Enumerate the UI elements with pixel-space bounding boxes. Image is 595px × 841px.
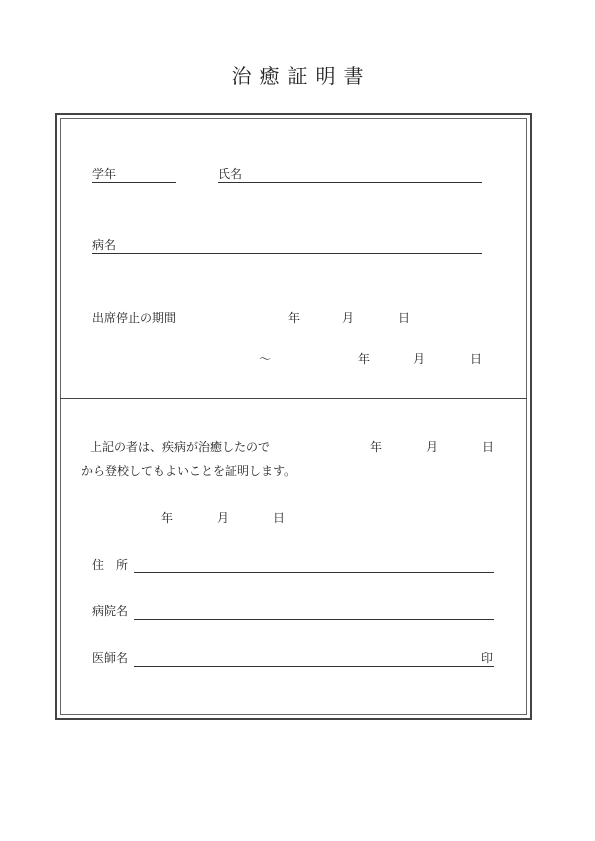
return-date-month: 月 [426, 440, 439, 454]
issue-date-year: 年 [161, 511, 174, 525]
name-field-line[interactable] [218, 182, 482, 183]
disease-label: 病名 [92, 238, 117, 252]
return-date-day: 日 [482, 440, 495, 454]
section-divider [60, 398, 527, 399]
absence-start-day: 日 [398, 311, 411, 325]
absence-end-year: 年 [358, 352, 371, 366]
document-title: 治癒証明書 [231, 64, 372, 88]
disease-field-line[interactable] [92, 253, 482, 254]
seal-mark: 印 [481, 651, 494, 665]
absence-range-tilde: ～ [259, 352, 272, 366]
grade-field-line[interactable] [92, 182, 176, 183]
absence-end-day: 日 [470, 352, 483, 366]
issue-date-month: 月 [217, 511, 230, 525]
doctor-name-label: 医師名 [92, 651, 129, 665]
address-label: 住 所 [92, 558, 129, 572]
issue-date-day: 日 [273, 511, 286, 525]
absence-end-month: 月 [413, 352, 426, 366]
certification-line-2: から登校してもよいことを証明します。 [81, 464, 297, 478]
doctor-name-field-line[interactable] [134, 666, 494, 667]
hospital-name-field-line[interactable] [134, 619, 494, 620]
absence-start-month: 月 [342, 311, 355, 325]
absence-start-year: 年 [288, 311, 301, 325]
grade-label: 学年 [92, 167, 117, 181]
address-field-line[interactable] [134, 572, 494, 573]
form-inner-frame [60, 118, 527, 715]
certification-line-1: 上記の者は、疾病が治癒したので [90, 440, 271, 454]
absence-period-label: 出席停止の期間 [92, 311, 177, 325]
return-date-year: 年 [370, 440, 383, 454]
hospital-name-label: 病院名 [92, 604, 129, 618]
name-label: 氏名 [218, 167, 243, 181]
